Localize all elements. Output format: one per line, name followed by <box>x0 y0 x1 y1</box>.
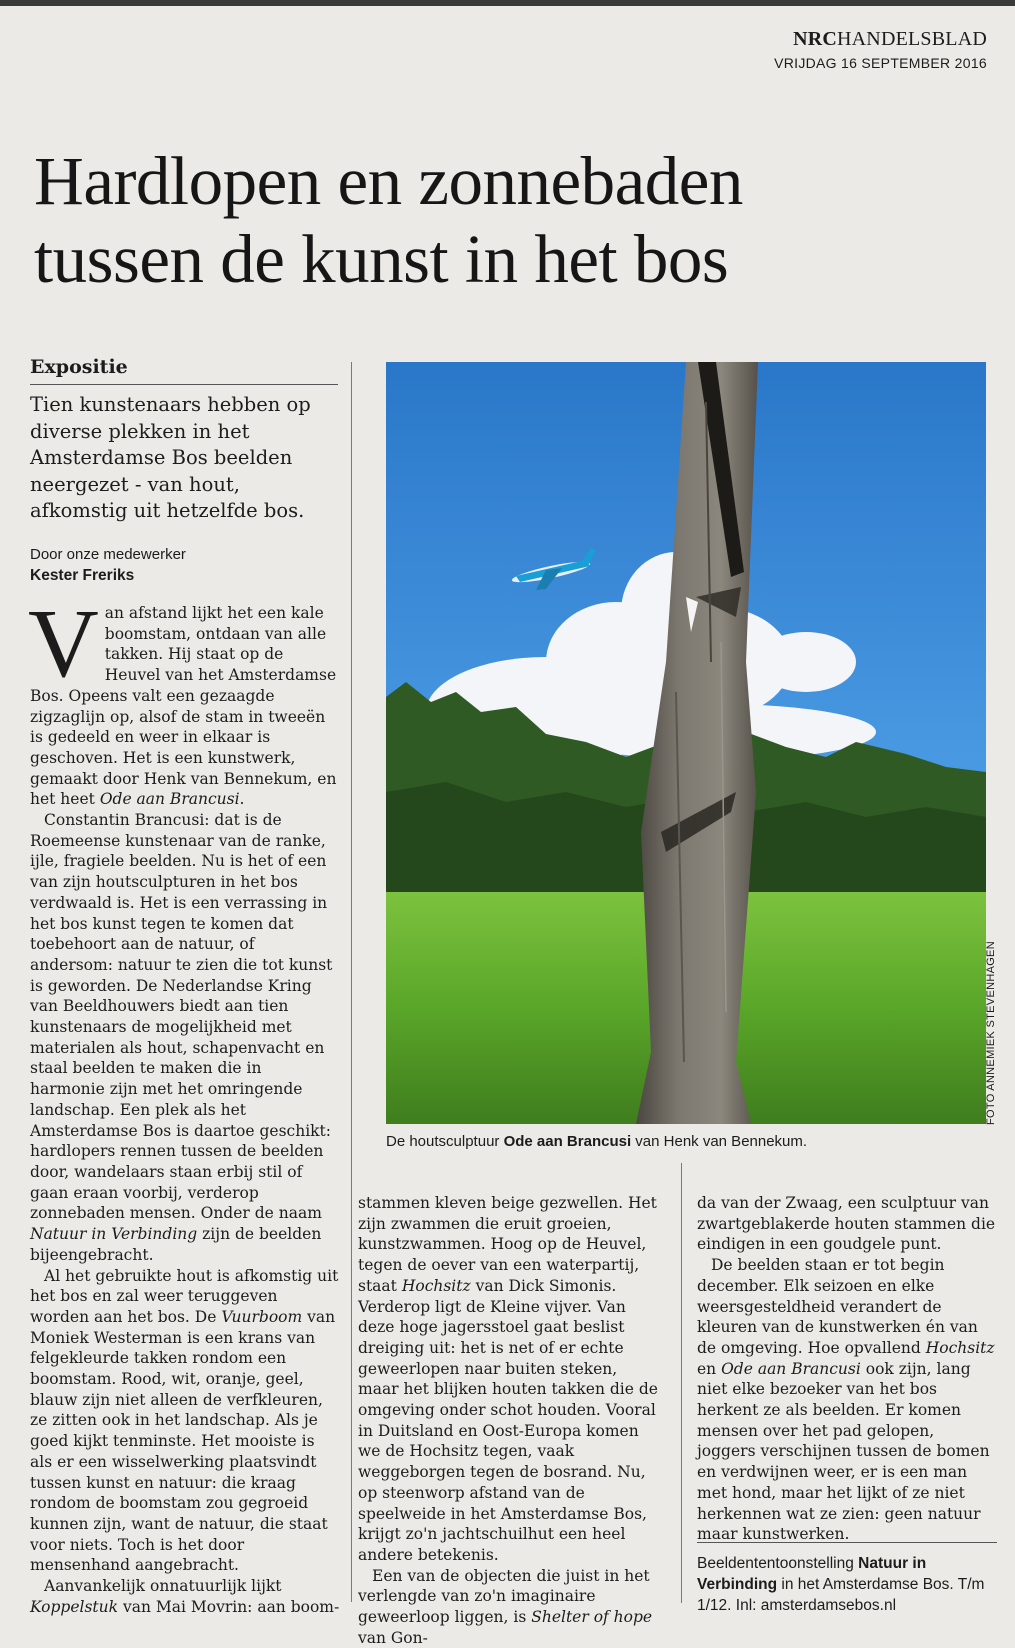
caption-title: Ode aan Brancusi <box>503 1133 632 1150</box>
exhibition-title: Natuur in Verbinding <box>30 1225 198 1244</box>
photo-caption: De houtsculptuur Ode aan Brancusi van Henk van Bennekum. <box>386 1133 808 1150</box>
masthead <box>774 28 987 71</box>
paragraph: Een van de objecten die juist in het verlengde van zo'n imaginaire geweerloop liggen, is Shelter of hope van Gon- <box>358 1566 653 1647</box>
article-photo <box>386 362 986 1124</box>
sculpture-photo-illustration <box>386 362 986 1124</box>
info-title: Natuur in Verbinding <box>697 1555 927 1593</box>
paragraph: De beelden staan er tot begin december. Elk seizoen en elke weersgesteldheid verandert de kleuren van de kunstwerken én van de omgeving. Hoe opvallend Hochsitz en Ode aan Brancusi ook zijn, lang niet elke bezoeker van het bos herkent ze als beelden. Er komen mensen over het pad gelopen, joggers verschijnen tussen de bomen en verdwijnen weer, er is een man met hond, maar het lijkt of ze niet herkennen wat ze zien: geen natuur maar kunstwerken. <box>697 1256 995 1544</box>
artwork-title: Vuurboom <box>221 1307 303 1326</box>
drop-cap: V <box>28 590 99 698</box>
artwork-title: Ode aan Brancusi <box>721 1359 861 1378</box>
headline-line-1: Hardlopen en zonnebaden <box>34 143 743 219</box>
article-column-3 <box>697 1193 997 1545</box>
article-column-1 <box>28 590 340 1617</box>
section-kicker: Expositie <box>30 356 338 385</box>
column-divider <box>351 362 352 1602</box>
newspaper-name: NRCHANDELSBLAD <box>793 28 987 50</box>
paragraph: stammen kleven beige gezwellen. Het zijn zwammen die eruit groeien, kunstzwammen. Hoog op de Heuvel, tegen de oever van een waterpartij, staat Hochsitz van Dick Simonis. Verderop ligt de Kleine vijver. Van deze hoge jagersstoel gaat beslist dreiging uit: het is net of er echte geweerlopen naar buiten steken, maar het blijken houten takken die de omgeving onder schot houden. Vooral in Duitsland en Oost-Europa komen we de Hochsitz tegen, vaak weggeborgen tegen de bosrand. Nu, op steenworp afstand van de speelweide in het Amsterdamse Bos, krijgt zo'n jachtschuilhut een heel andere betekenis. <box>358 1194 658 1564</box>
artwork-title: Koppelstuk <box>30 1597 119 1616</box>
artwork-title: Ode aan Brancusi <box>99 790 240 809</box>
byline-prefix: Door onze medewerker <box>30 546 186 563</box>
paragraph: Aanvankelijk onnatuurlijk lijkt Koppelstuk van Mai Movrin: aan boom- <box>30 1577 340 1616</box>
issue-date: VRIJDAG 16 SEPTEMBER 2016 <box>774 55 987 71</box>
artwork-title: Shelter of hope <box>531 1608 653 1627</box>
photo-credit: FOTO ANNEMIEK STEVENHAGEN <box>985 941 997 1125</box>
column-divider <box>681 1163 682 1603</box>
article-column-2 <box>358 1193 658 1648</box>
paragraph: Al het gebruikte hout is afkomstig uit het bos en zal weer teruggeven worden aan het bos. De Vuurboom van Moniek Westerman is een krans van felgekleurde takken rondom een boomstam. Rood, wit, oranje, geel, blauw zijn niet alleen de verfkleuren, ze zitten ook in het landschap. Als je goed kijkt tenminste. Het mooiste is als er een wisselwerking plaatsvindt tussen kunst en natuur: die kraag rondom de boomstam zou gegroeid kunnen zijn, want de natuur, die staat voor niets. Toch is het door mensenhand aangebracht. <box>30 1266 339 1575</box>
intro-lead: Tien kunstenaars hebben op diverse plekken in het Amsterdamse Bos beelden neergezet - van hout, afkomstig uit hetzelfde bos. <box>30 393 311 522</box>
headline-line-2: tussen de kunst in het bos <box>34 221 729 297</box>
artwork-title: Hochsitz <box>401 1276 471 1295</box>
headline <box>34 142 994 298</box>
paragraph: da van der Zwaag, een sculptuur van zwartgeblakerde houten stammen die eindigen in een goudgele punt. <box>697 1194 996 1254</box>
paragraph: Constantin Brancusi: dat is de Roemeense kunstenaar van de ranke, ijle, fragiele beelden. Nu is het of een van zijn houtsculpturen in het bos verdwaald is. Het is een verrassing in het bos kunst tegen te komen dat toebehoort aan de natuur, of andersom: natuur te zien die tot kunst is geworden. De Nederlandse Kring van Beeldhouwers biedt aan tien kunstenaars de mogelijkheid met materialen als hout, schapenvacht en staal beelden te maken die in harmonie zijn met het omringende landschap. Een plek als het Amsterdamse Bos is daartoe geschikt: hardlopers rennen tussen de beelden door, wandelaars staan erbij stil of gaan eraan voorbij, verderop zonnebaden mensen. Onder de naam Natuur in Verbinding zijn de beelden bijeengebracht. <box>30 811 333 1264</box>
byline-author: Kester Freriks <box>30 567 135 584</box>
exhibition-info-box: Beeldententoonstelling Natuur in Verbinding in het Amsterdamse Bos. T/m 1/12. Inl: amsterdamsebos.nl <box>697 1542 997 1616</box>
artwork-title: Hochsitz <box>925 1338 995 1357</box>
top-rule <box>0 0 1015 6</box>
paragraph: Van afstand lijkt het een kale boomstam, ontdaan van alle takken. Hij staat op de Heuvel van het Amsterdamse Bos. Opeens valt een gezaagde zigzaglijn op, alsof de stam in tweeën is gedeeld en weer in elkaar is geschoven. Het is een kunstwerk, gemaakt door Henk van Bennekum, en het heet Ode aan Brancusi. <box>28 590 337 809</box>
